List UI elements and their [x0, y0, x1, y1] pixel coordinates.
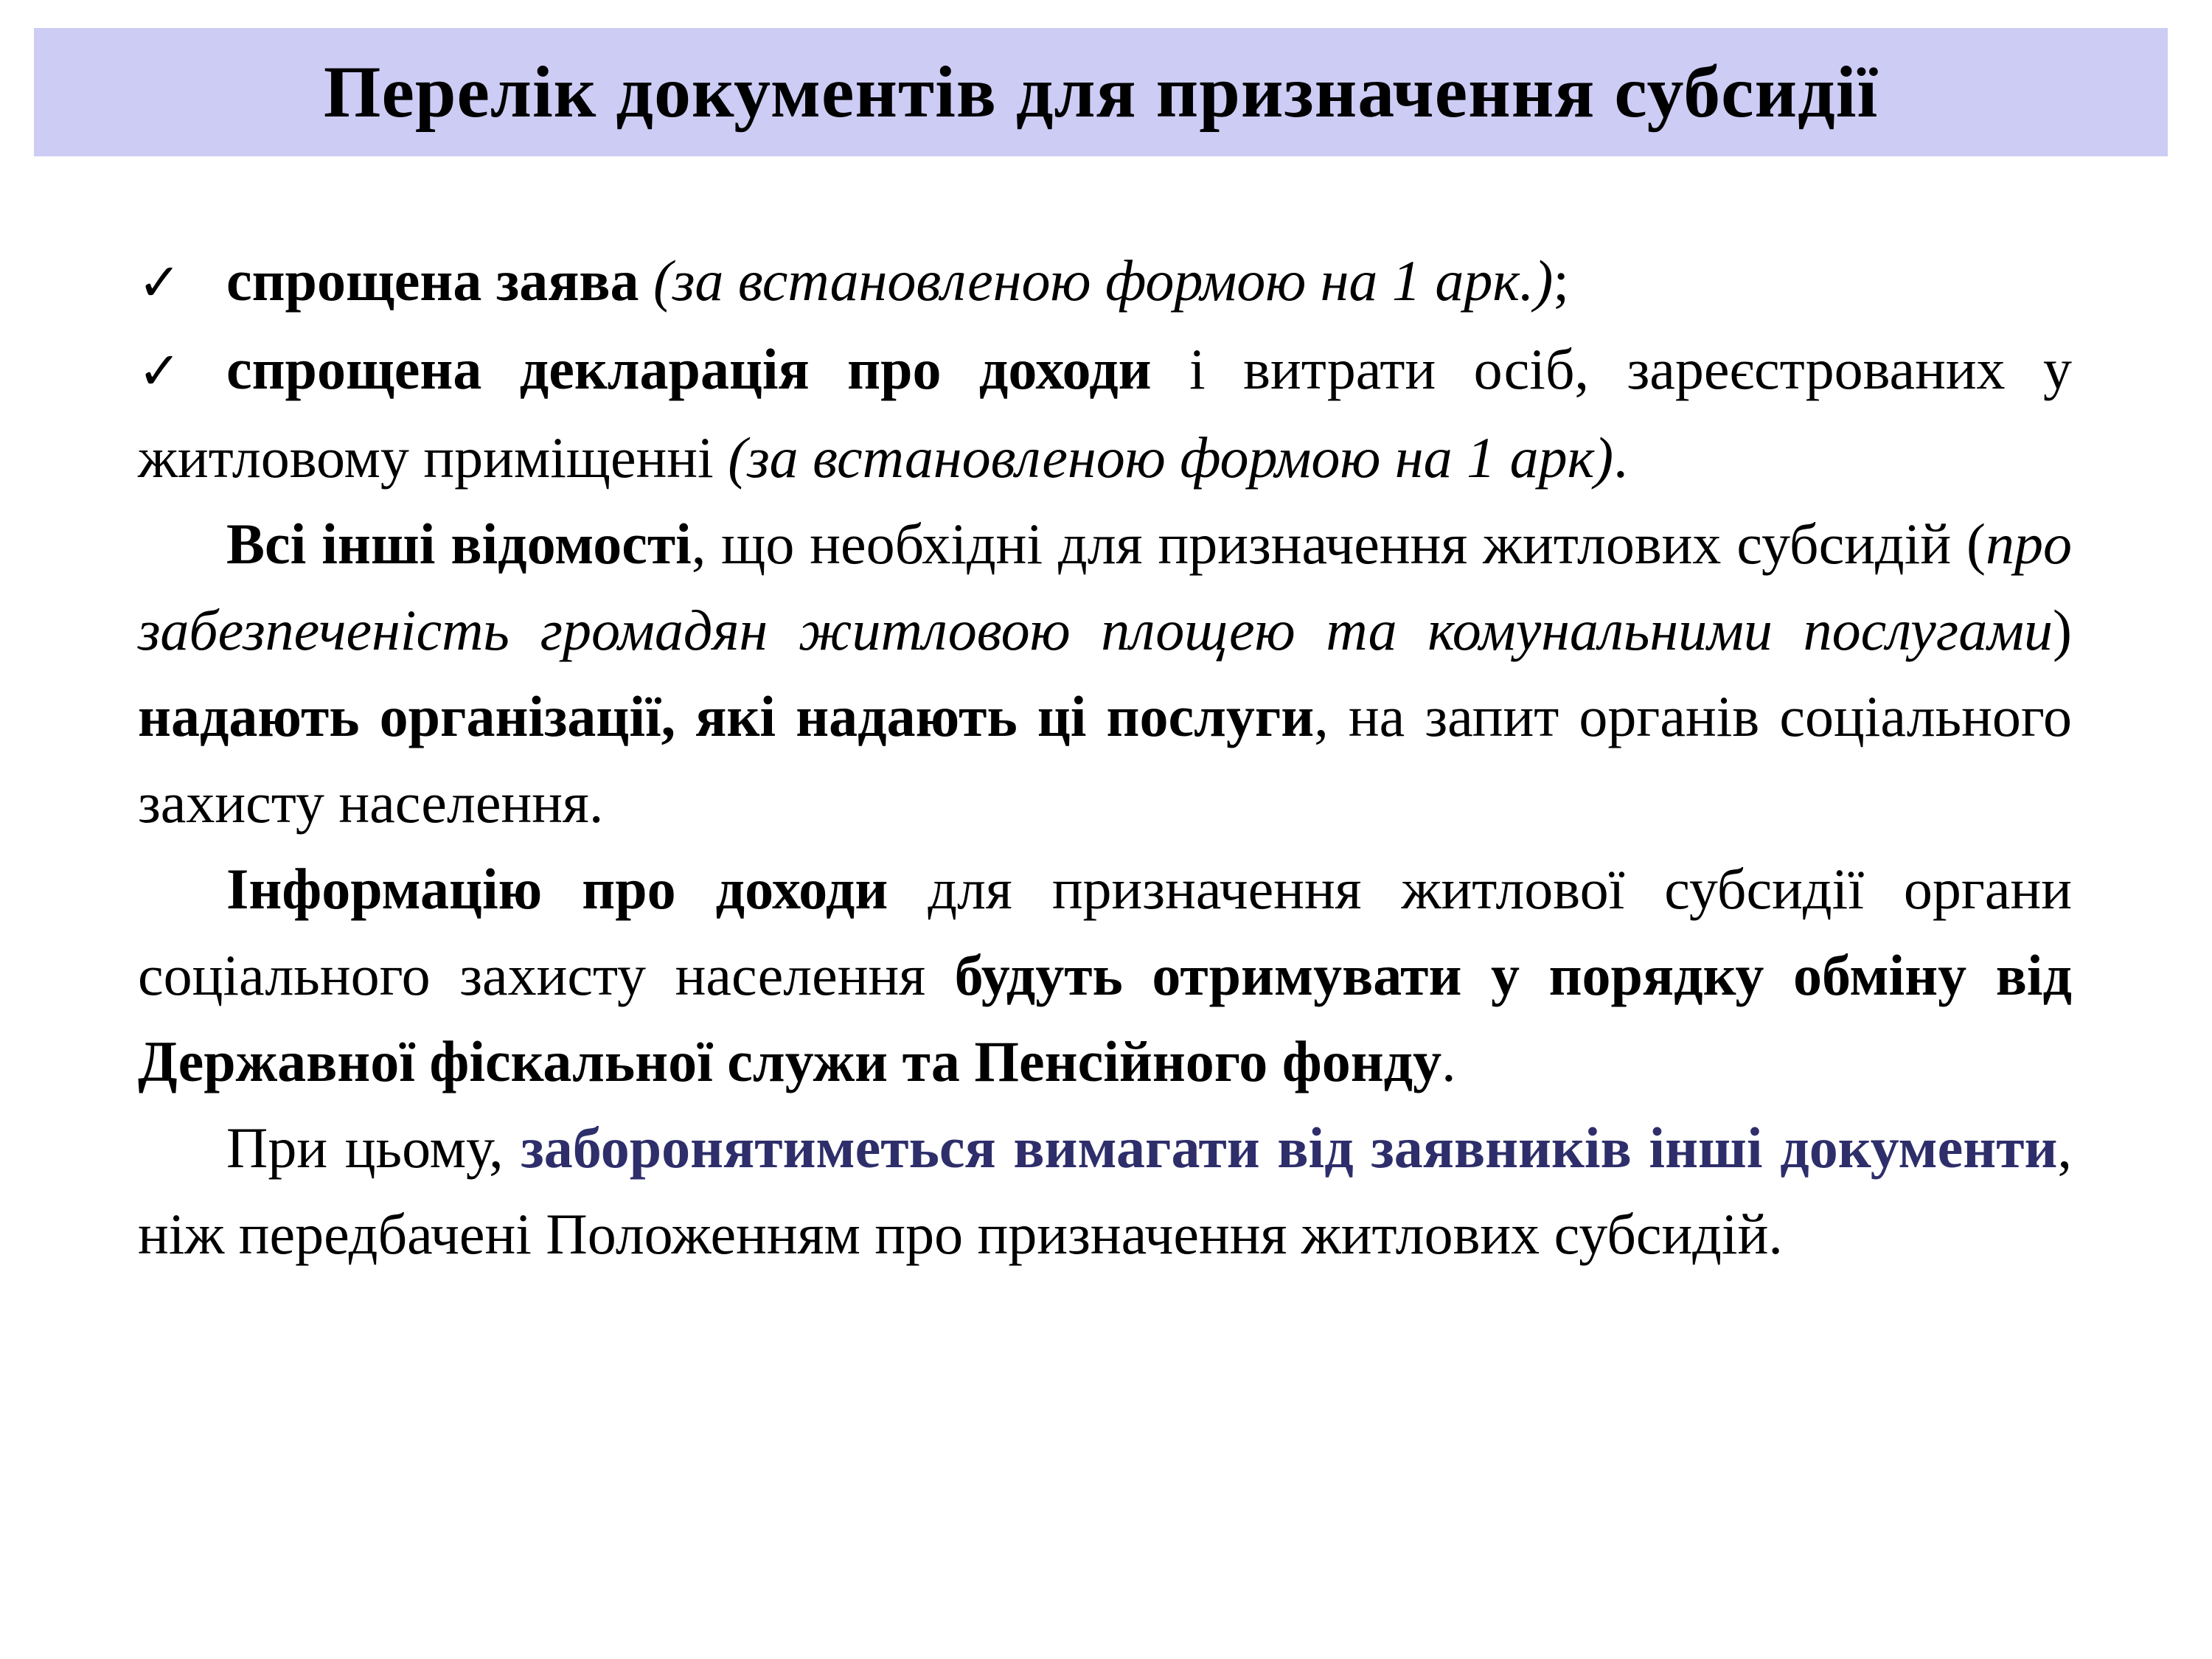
check-icon: ✓	[138, 341, 181, 401]
paragraph-bold-text: надають організації, які надають ці послуги	[138, 684, 1315, 748]
paragraph-other-info	[138, 501, 2072, 846]
paragraph-text: для призначення житлової субсидії органи соціального захисту населення	[138, 857, 2072, 1007]
paragraph-italic-text: про забезпеченість громадян житловою площею та комунальними послугами	[138, 512, 2072, 662]
bullet-bold-text: спрощена декларація про доходи	[226, 337, 1152, 401]
bullet-italic-text: (за встановленою формою на 1 арк)	[728, 425, 1614, 490]
paragraph-income-info	[138, 846, 2072, 1105]
bullet-simplified-declaration	[138, 326, 2072, 501]
paragraph-text: , що необхідні для призначення житлових субсидій (	[691, 512, 1986, 576]
paragraph-prohibition	[138, 1105, 2072, 1277]
bullet-italic-text: (за встановленою формою на 1 арк.)	[653, 248, 1554, 313]
paragraph-text: , на запит органів соціального захисту населення.	[138, 684, 2072, 835]
check-icon: ✓	[138, 252, 181, 313]
paragraph-text: .	[1441, 1029, 1456, 1093]
bullet-simplified-application	[138, 237, 2072, 326]
paragraph-text: )	[2053, 598, 2072, 662]
paragraph-bold-text: Всі інші відомості	[226, 512, 692, 576]
page-title: Перелік документів для призначення субсидії	[323, 51, 1879, 133]
paragraph-bold-text: Інформацію про доходи	[226, 857, 888, 921]
paragraph-bold-text: будуть отримувати у порядку обміну від Державної фіскальної служи та Пенсійного фонду	[138, 943, 2072, 1093]
paragraph-text: При цьому,	[226, 1116, 521, 1180]
bullet-text: і витрати осіб, зареєстрованих у житловому приміщенні	[138, 337, 2072, 490]
bullet-tail: ;	[1553, 248, 1570, 313]
paragraph-accent-text: заборонятиметься вимагати від заявників інші документи	[521, 1116, 2058, 1180]
bullet-tail: .	[1613, 425, 1628, 490]
document-body	[138, 237, 2072, 1277]
title-banner	[34, 28, 2168, 156]
paragraph-text: , ніж передбачені Положенням про призначення житлових субсидій.	[138, 1116, 2072, 1266]
bullet-bold-text: спрощена заява	[226, 248, 639, 313]
